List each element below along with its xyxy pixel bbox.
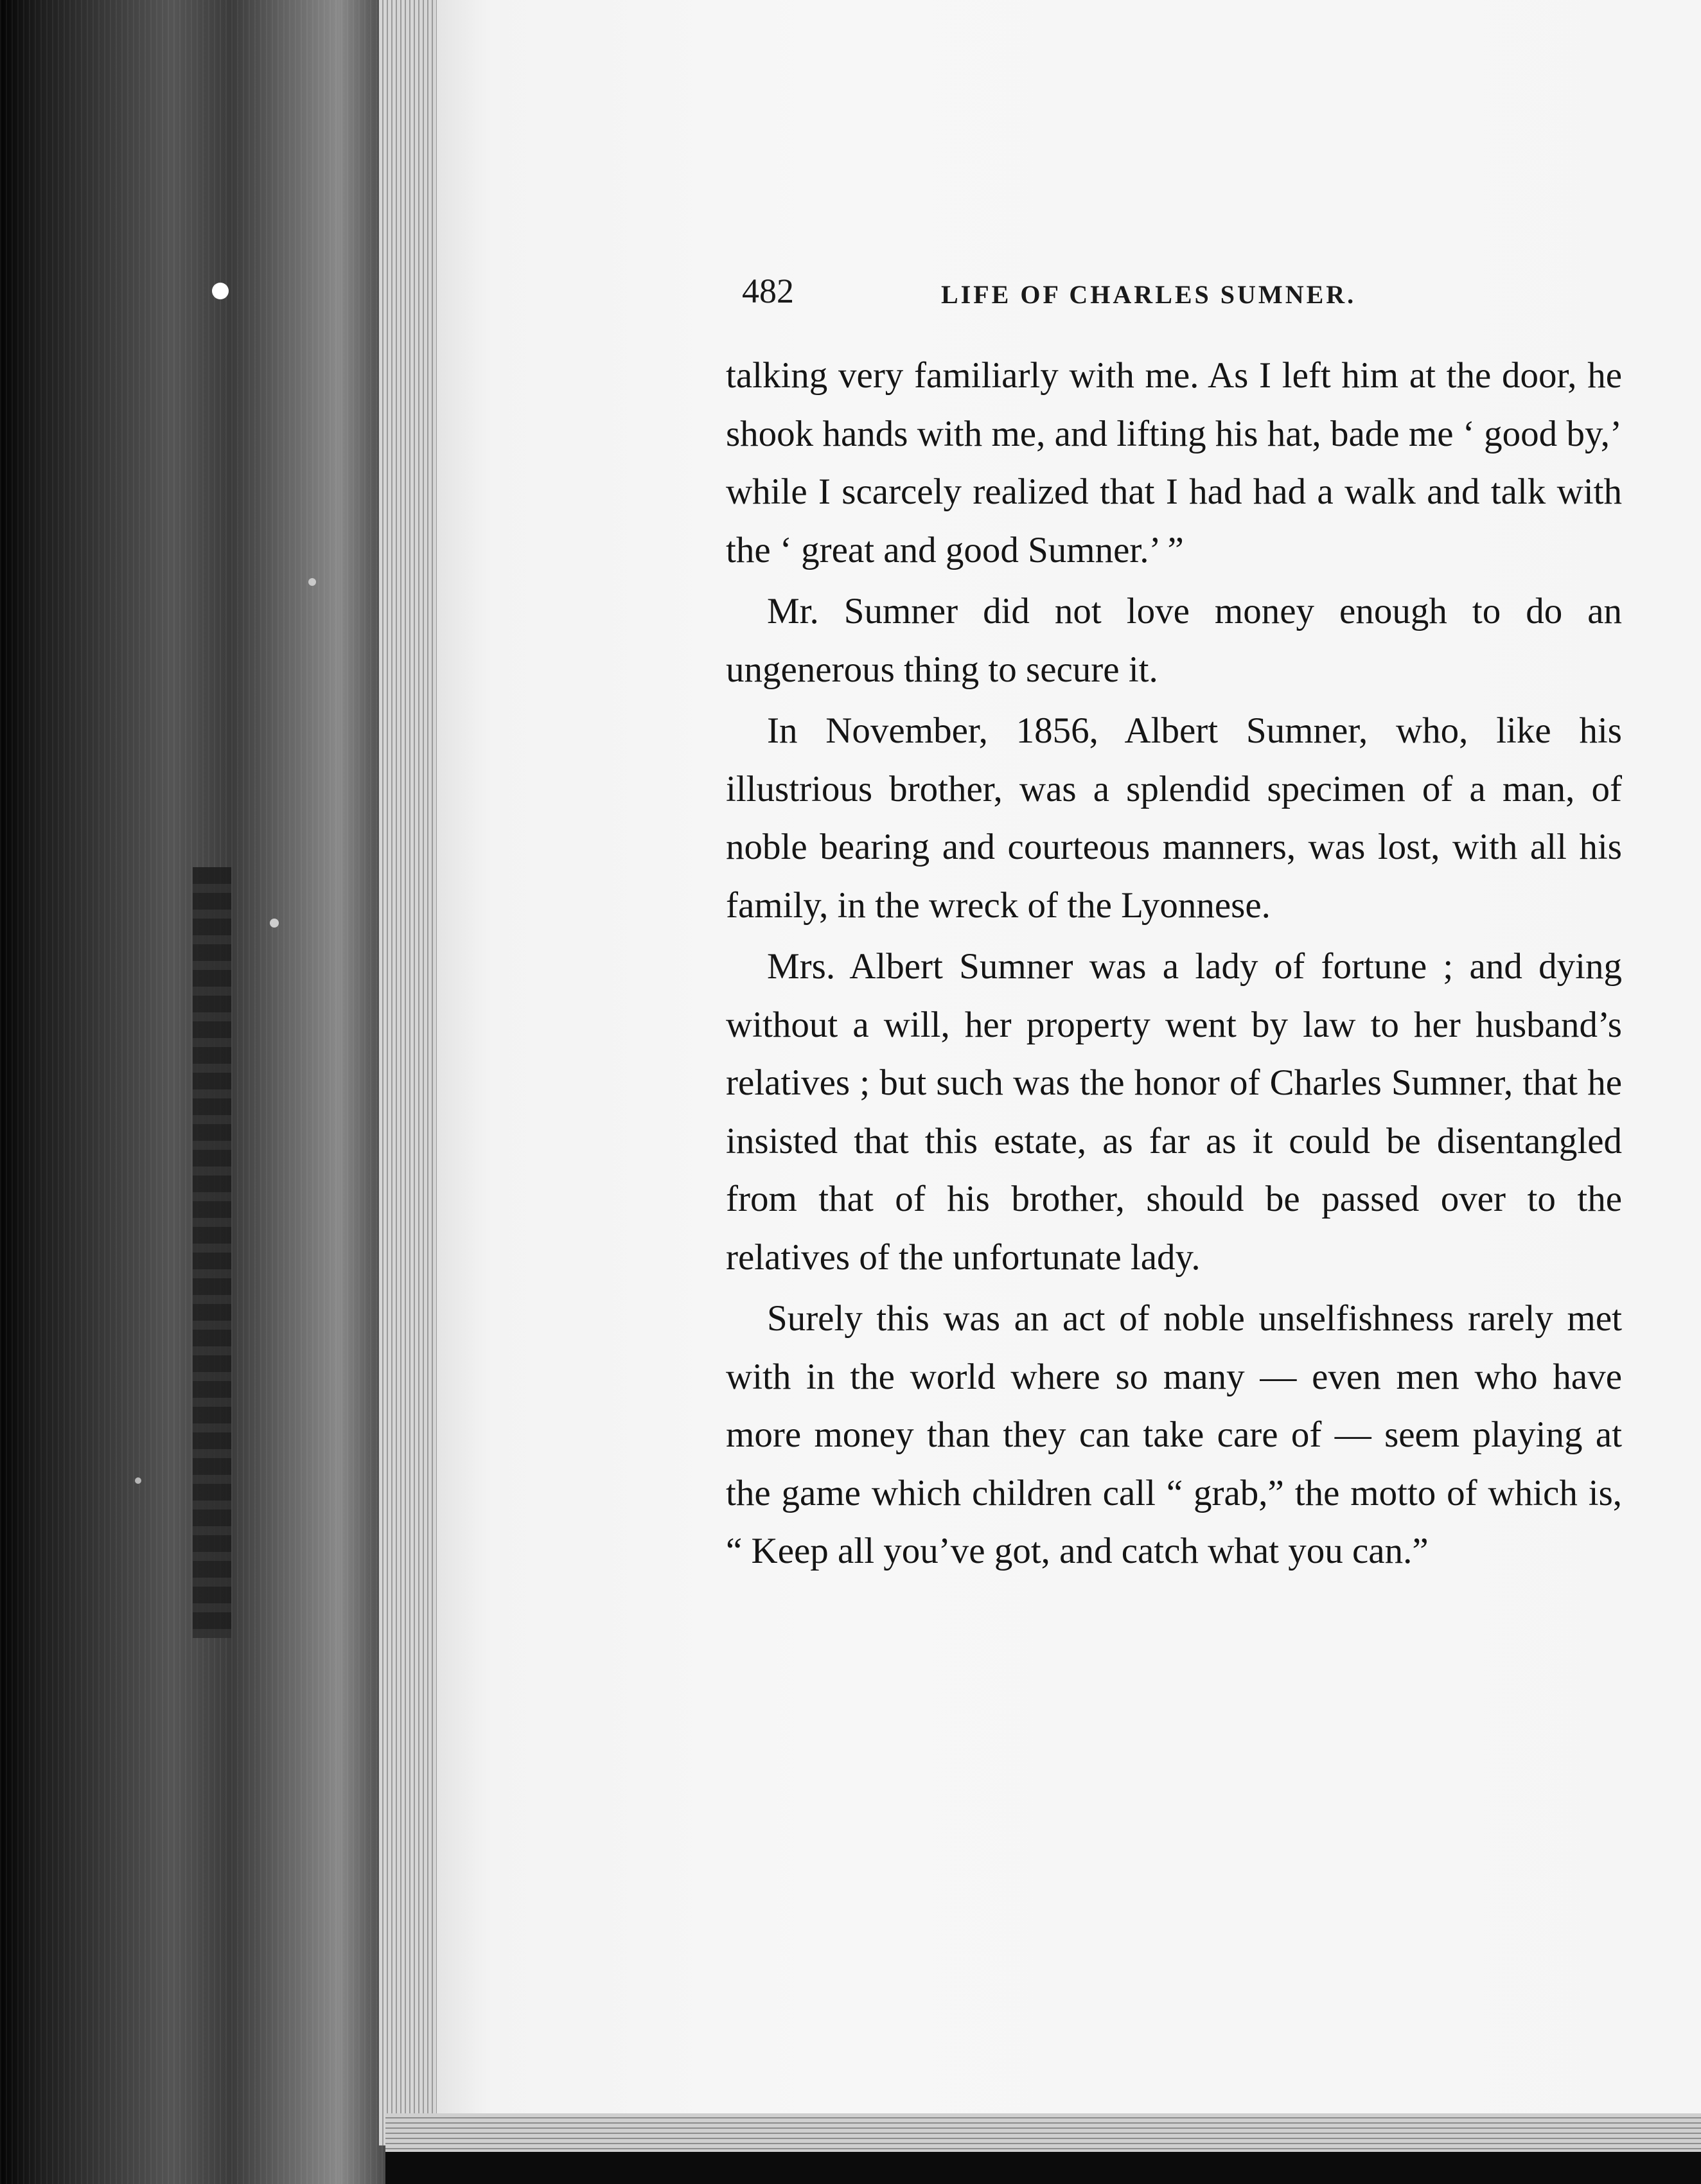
page-bottom-edge — [385, 2113, 1701, 2152]
page-number: 482 — [742, 272, 794, 310]
page-stack-edge — [379, 0, 437, 2145]
paragraph: Mrs. Albert Sumner was a lady of fortune ; and dying without a will, her property went by law to her husband’s relatives ; but such was the honor of Charles Sumner, that he insisted that this estate, as far as it could be disentangled from that of his brother, should be passed over to the relatives of the unfortunate lady. — [726, 946, 1622, 1278]
running-head — [742, 269, 1432, 313]
paragraph: Surely this was an act of noble unselfishness rarely met with in the world where so many — even men who have more money than they can take care of — seem playing at the game which children call “ grab,” the motto of which is, “ Keep all you’ve got, and catch what you can.” — [726, 1298, 1622, 1571]
paragraph: talking very familiarly with me. As I left him at the door, he shook hands with me, and lifting his hat, bade me ‘ good by,’ while I scarcely realized that I had had a walk and talk with the ‘ great and good Sumner.’ ” — [726, 355, 1622, 570]
dust-speck — [212, 283, 229, 299]
running-title: LIFE OF CHARLES SUMNER. — [941, 280, 1357, 309]
dust-speck — [270, 919, 279, 928]
spine-lettering — [193, 867, 231, 1638]
dust-speck — [308, 578, 316, 586]
body-text — [726, 347, 1622, 1584]
paragraph: Mr. Sumner did not love money enough to do an ungenerous thing to secure it. — [726, 591, 1622, 690]
paragraph: In November, 1856, Albert Sumner, who, like his illustrious brother, was a splendid specimen of a man, of noble bearing and courteous manners, was lost, with all his family, in the wreck of the Lyonnese. — [726, 710, 1622, 926]
dust-speck — [135, 1477, 141, 1484]
